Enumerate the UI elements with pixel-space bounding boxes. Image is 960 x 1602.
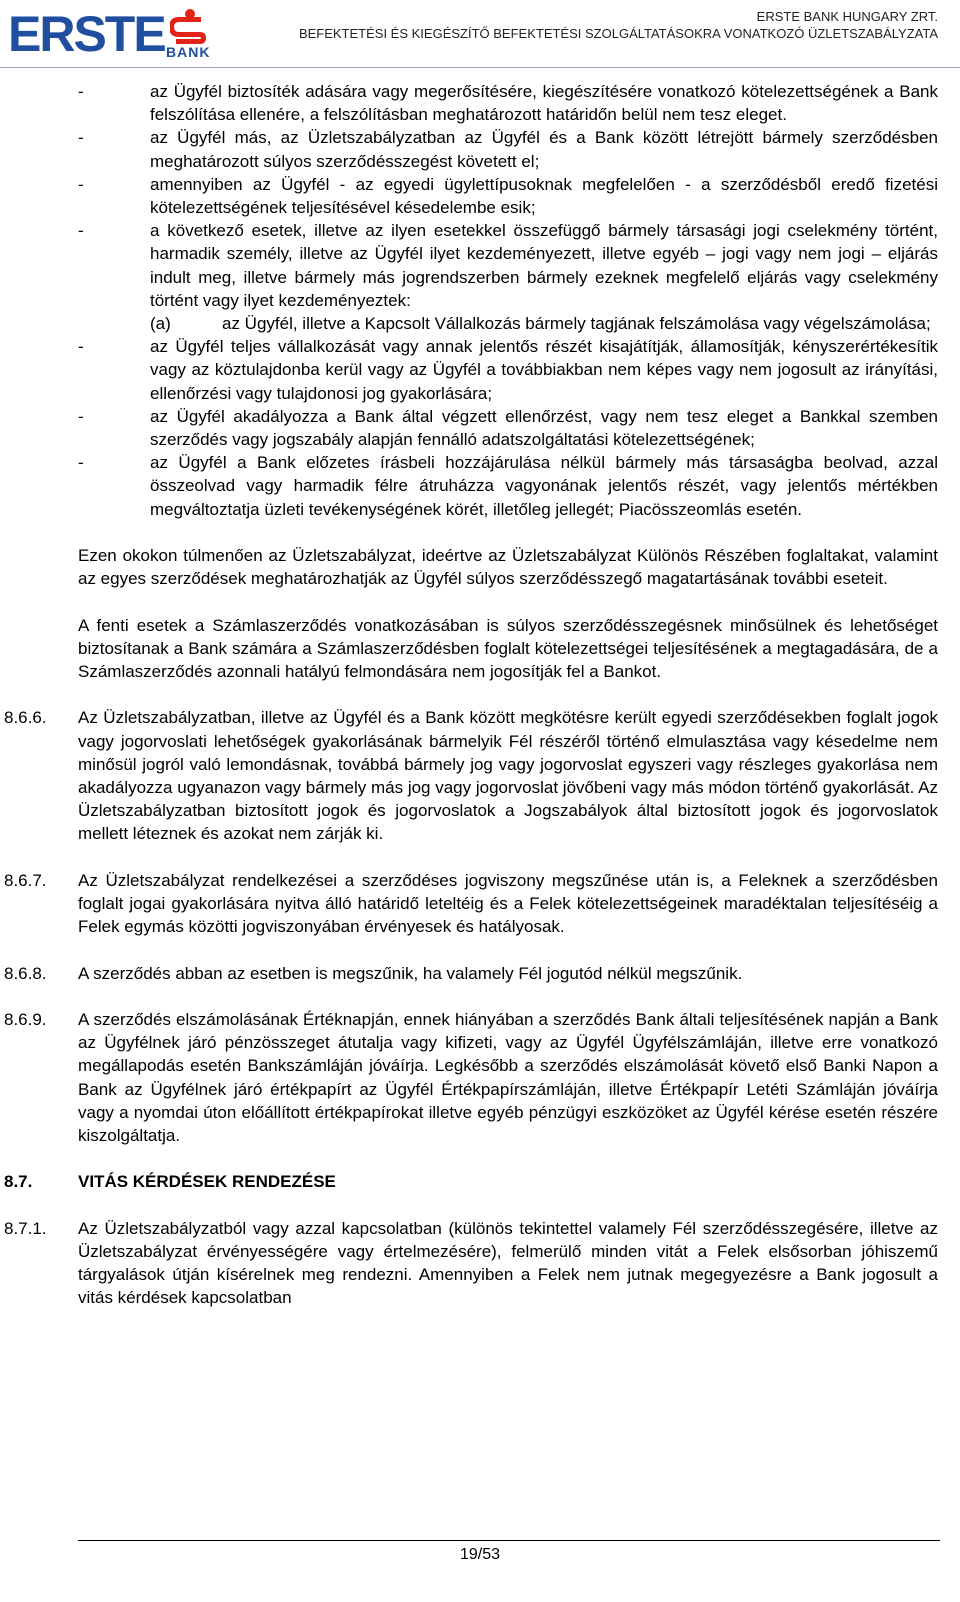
list-item-text: az Ügyfél teljes vállalkozását vagy annak jelentős részét kisajátítják, államosítják, kényszerértékesítik vagy az köztulajdonba kerül vagy az Ügyfél a továbbiakban nem képes vagy nem jogosult az irányítási, ellenőrzési vagy tulajdonosi jog gyakorlására;: [150, 337, 938, 403]
section-number: 8.7.: [4, 1172, 33, 1192]
section-8-6-8: [0, 962, 960, 985]
spacer: [0, 1194, 960, 1217]
section-number: 8.6.8.: [4, 963, 47, 983]
section-8-6-6: [0, 706, 960, 845]
paragraph: A fenti esetek a Számlaszerződés vonatkozásában is súlyos szerződésszegésnek minősülnek és lehetőséget biztosítanak a Bank számára a Számlaszerződésben foglalt kötelezettségei teljesítésének a megtagadására, de a Számlaszerződés azonnali hatályú felmondására nem jogosítják fel a Bankot.: [78, 615, 938, 682]
page-number: 19/53: [459, 1546, 501, 1563]
list-item-text: amennyiben az Ügyfél - az egyedi ügylettípusoknak megfelelően - a szerződésből eredő fizetési kötelezettségének teljesítésével késedelembe esik;: [150, 174, 938, 218]
list-item: [0, 219, 960, 312]
list-item-text: a következő esetek, illetve az ilyen esetekkel összefüggő bármely társasági jogi cselekmény történt, harmadik személy, illetve az Ügyfél ilyet kezdeményezett, illetve egyéb – jogi vagy nem jogi – eljárás indult meg, illetve bármely más jogrendszerben bármely ezeknek megfelelő eljárás vagy cselekmény történt vagy ilyet kezdeményeztek:: [150, 221, 938, 310]
section-number: 8.6.7.: [4, 870, 47, 890]
section-text: Az Üzletszabályzatból vagy azzal kapcsolatban (különös tekintettel valamely Fél szerződésszegésére, illetve az Üzletszabályzat érvényességére vagy értelmezésére), felmerülő minden vitát a Felek elsősorban jóhiszemű tárgyalások útján kísérelnek meg rendezni. Amennyiben a Felek nem jutnak megegyezésre a Bank jogosult a vitás kérdések kapcsolatban: [78, 1218, 938, 1308]
list-item-text: az Ügyfél biztosíték adására vagy megerősítésére, kiegészítésére vonatkozó kötelezettségének a Bank felszólítása ellenére, a felszólításban meghatározott határidőn belül nem tesz eleget.: [150, 82, 938, 125]
list-item: [0, 126, 960, 172]
section-number: 8.7.1.: [4, 1218, 47, 1238]
list-item: [0, 405, 960, 451]
logo-wordmark: ERSTE: [8, 6, 165, 62]
list-item: [0, 451, 960, 521]
list-marker: -: [78, 174, 84, 194]
spacer: [0, 938, 960, 961]
section-heading-title: VITÁS KÉRDÉSEK RENDEZÉSE: [78, 1172, 336, 1192]
list-marker: -: [78, 128, 84, 148]
list-item: [0, 173, 960, 219]
spacer: [0, 521, 960, 544]
section-number: 8.6.6.: [4, 708, 47, 728]
list-marker: -: [78, 221, 84, 241]
section-text: A szerződés elszámolásának Értéknapján, ennek hiányában a szerződés Bank általi teljesítésének napján a Bank az Ügyfélnek járó pénzösszeget átutalja vagy kifizeti, vagy az Ügyfél Ügyfélszámláján, illetve erre vonatkozó megállapodás esetén Bankszámláján jóváírja. Legkésőbb a szerződés elszámolását követő első Banki Napon a Bank az Ügyfélnek járó értékpapírt az Ügyfél Értékpapírszámláján, illetve Értékpapír Letéti Számláján jóváírja vagy a nyomdai úton előállított értékpapírokat illetve egyéb pénzügyi eszközöket az Ügyfél kérése esetén részére kiszolgáltatja.: [78, 1010, 938, 1146]
sub-item-label: (a): [150, 314, 171, 334]
header-company: ERSTE BANK HUNGARY ZRT.: [756, 9, 938, 24]
footer-divider: [78, 1540, 940, 1541]
sub-list-item: [0, 312, 960, 335]
spacer: [0, 846, 960, 869]
page-header: [0, 0, 960, 70]
section-text: A szerződés abban az esetben is megszűnik, ha valamely Fél jogutód nélkül megszűnik.: [78, 963, 743, 983]
section-8-6-9: [0, 1008, 960, 1147]
list-item-text: az Ügyfél a Bank előzetes írásbeli hozzájárulása nélkül bármely más társaságba beolvad, azzal összeolvad vagy harmadik félre átruházza vagyonának jelentős részét, vagy jelentős mértékben megváltoztatja üzleti tevékenységének körét, illetőleg jellegét; Piacösszeomlás esetén.: [150, 453, 938, 519]
list-item: [0, 335, 960, 405]
header-subtitle: BEFEKTETÉSI ÉS KIEGÉSZÍTŐ BEFEKTETÉSI SZOLGÁLTATÁSOKRA VONATKOZÓ ÜZLETSZABÁLYZATA: [298, 26, 938, 41]
section-8-7-1: [0, 1217, 960, 1310]
document-body: [0, 80, 960, 1310]
list-item-text: az Ügyfél akadályozza a Bank által végzett ellenőrzést, vagy nem tesz eleget a Bankkal szemben szerződés vagy jogszabály alapján fennálló adatszolgáltatási kötelezettségének;: [150, 406, 938, 450]
list-marker: -: [78, 337, 84, 357]
logo-bank-label: BANK: [166, 44, 211, 60]
list-marker: -: [78, 406, 84, 426]
list-item: [0, 80, 960, 126]
spacer: [0, 1147, 960, 1170]
list-item-text: az Ügyfél más, az Üzletszabályzatban az Ügyfél és a Bank között létrejött bármely szerződésben meghatározott súlyos szerződésszegést követett el;: [150, 128, 938, 171]
list-marker: -: [78, 453, 84, 473]
erste-logo: [8, 6, 211, 62]
list-marker: -: [78, 82, 84, 101]
paragraph: Ezen okokon túlmenően az Üzletszabályzat, ideértve az Üzletszabályzat Különös Részében foglaltakat, valamint az egyes szerződések meghatározhatják az Ügyfél súlyos szerződésszegő magatartásának további eseteit.: [78, 546, 938, 589]
section-number: 8.6.9.: [4, 1010, 47, 1030]
section-text: Az Üzletszabályzat rendelkezései a szerződéses jogviszony megszűnése után is, a Feleknek a szerződésben foglalt jogai gyakorlására nyitva álló határidő leteltéig és a Felek kötelezettségeinek maradéktalan teljesítéséig a Felek egymás közötti jogviszonyában érvényesek és hatályosak.: [78, 870, 938, 937]
spacer: [0, 985, 960, 1008]
spacer: [0, 590, 960, 613]
header-divider: [0, 67, 960, 68]
spacer: [0, 683, 960, 706]
section-text: Az Üzletszabályzatban, illetve az Ügyfél és a Bank között megkötésre került egyedi szerződésekben foglalt jogok vagy jogorvoslati lehetőségek gyakorlásának bármelyik Fél részéről történő elmulasztása vagy késedelme nem minősül jogról való lemondásnak, továbbá bármely jog vagy jogorvoslat egyszeri vagy részleges gyakorlása nem akadályozza ugyanazon vagy bármely más jog vagy jogorvoslat jövőbeni vagy más módon történő gyakorlását. Az Üzletszabályzatban biztosított jogok és jogorvoslatok a Jogszabályok által biztosított jogok és jogorvoslatok mellett léteznek és azokat nem zárják ki.: [78, 708, 938, 844]
section-heading-8-7: [0, 1170, 960, 1193]
sub-item-text: az Ügyfél, illetve a Kapcsolt Vállalkozás bármely tagjának felszámolása vagy végelszámolása;: [222, 314, 931, 334]
section-8-6-7: [0, 869, 960, 939]
